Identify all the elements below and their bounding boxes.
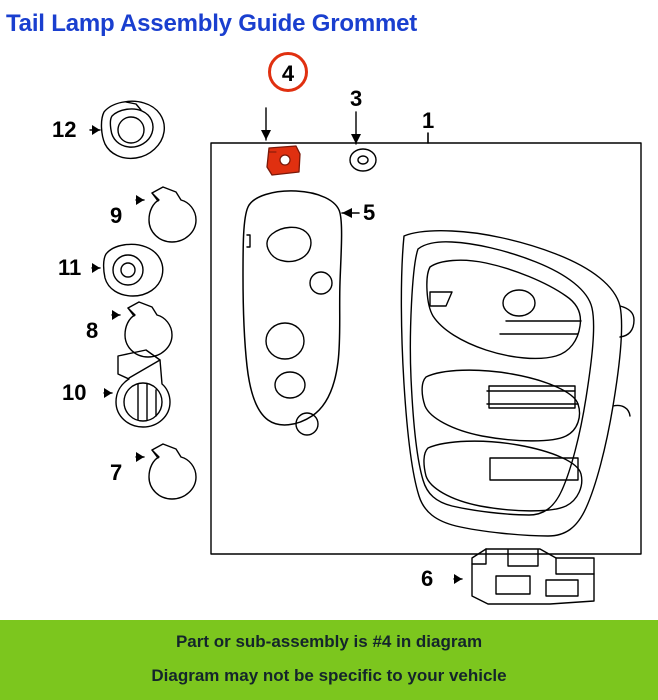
part-7-bulb (136, 444, 196, 499)
part-8-bulb (112, 302, 172, 357)
part-6-connector (454, 549, 594, 604)
part-10-socket-block (104, 350, 170, 427)
highlighted-part-badge (268, 52, 308, 92)
parts-diagram (0, 44, 658, 620)
page-title: Tail Lamp Assembly Guide Grommet (6, 10, 418, 37)
callout-6: 6 (421, 566, 434, 591)
callout-9: 9 (110, 203, 123, 228)
part-12-socket (90, 101, 164, 158)
callout-5: 5 (363, 200, 376, 225)
callout-10: 10 (62, 380, 87, 405)
diagram-drawing (0, 44, 658, 620)
footer-banner (0, 620, 658, 700)
highlighted-part-number: 4 (281, 61, 295, 86)
footer-line-2: Diagram may not be specific to your vehicle (151, 666, 507, 685)
part-11-socket (92, 244, 163, 296)
part-9-bulb (136, 187, 196, 242)
callout-12: 12 (52, 117, 77, 142)
callout-11: 11 (58, 255, 82, 280)
footer-line-1: Part or sub-assembly is #4 in diagram (175, 632, 483, 651)
part-4-clip (261, 108, 300, 175)
part-1-housing-box (211, 143, 641, 554)
callout-3: 3 (350, 86, 363, 111)
callout-7: 7 (110, 460, 123, 485)
callout-8: 8 (86, 318, 99, 343)
callout-1: 1 (422, 108, 435, 133)
